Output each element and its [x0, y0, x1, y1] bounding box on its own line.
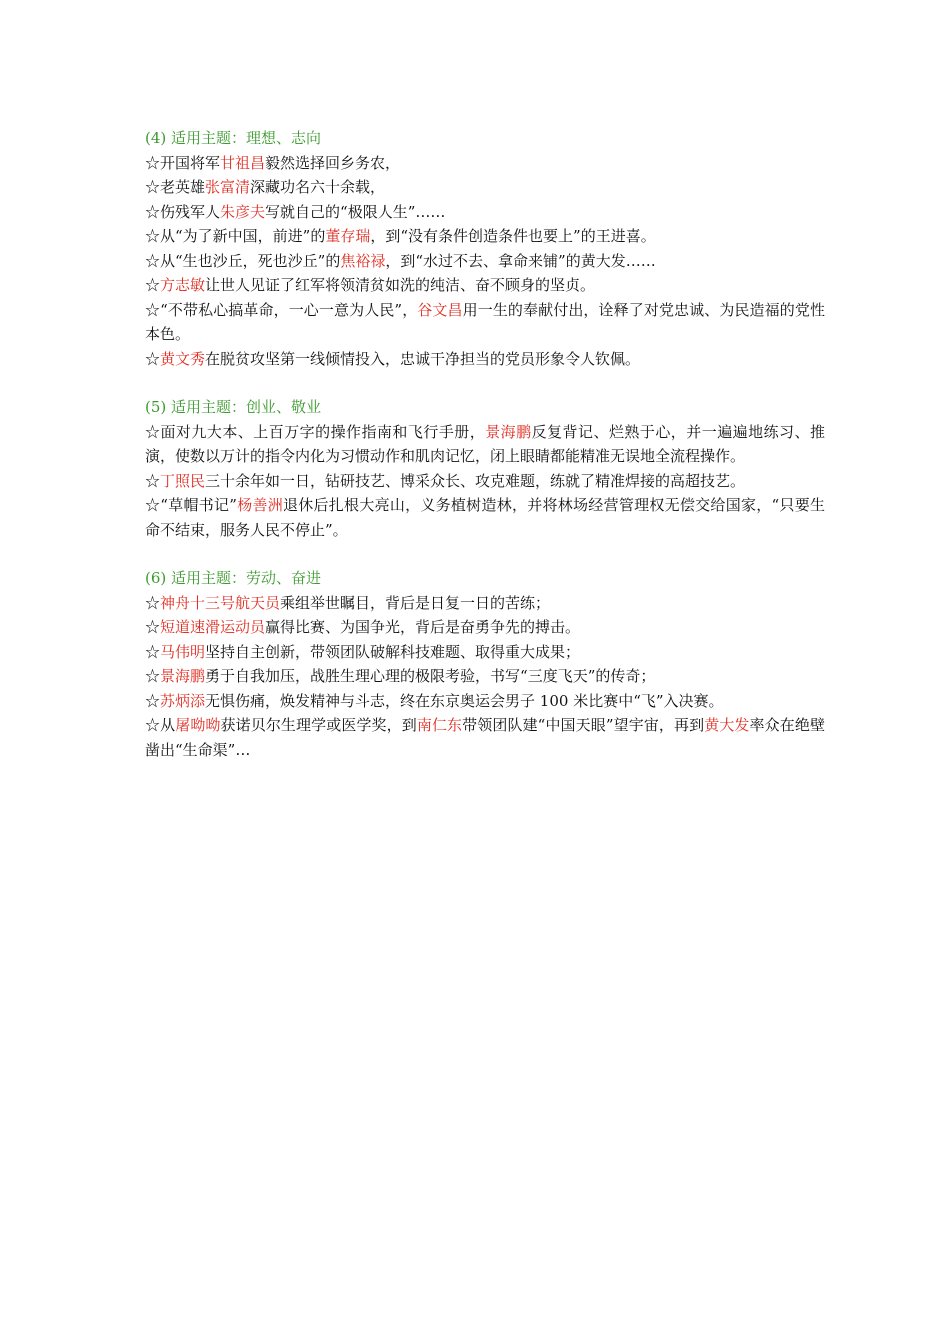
star-bullet-icon: ☆ [145, 227, 161, 245]
star-bullet-icon: ☆ [145, 349, 161, 368]
highlighted-name: 神舟十三号航天员 [160, 593, 281, 612]
example-paragraph [145, 224, 825, 249]
highlighted-name: 甘祖昌 [220, 153, 266, 172]
paragraph-text: 面对九大本、上百万字的操作指南和飞行手册， [160, 422, 486, 441]
star-bullet-icon: ☆ [145, 300, 161, 319]
paragraph-text: 勇于自我加压，战胜生理心理的极限考验，书写“三度飞天”的传奇； [205, 667, 656, 685]
star-bullet-icon: ☆ [145, 618, 161, 636]
paragraph-text: 三十余年如一日，钻研技艺、博采众长、攻克难题，练就了精准焊接的高超技艺。 [205, 471, 746, 490]
example-paragraph [145, 175, 825, 200]
paragraph-text: 乘组举世瞩目，背后是日复一日的苦练； [280, 593, 551, 612]
paragraph-text: “草帽书记” [160, 496, 237, 514]
section-heading: (5) 适用主题：创业、敬业 [145, 398, 322, 416]
highlighted-name: 南仁东 [416, 716, 463, 734]
paragraph-text: ，到“没有条件创造条件也要上”的王进喜。 [370, 227, 656, 245]
highlighted-name: 杨善洲 [236, 496, 283, 514]
theme-section [145, 566, 825, 762]
highlighted-name: 董存瑞 [325, 227, 371, 245]
highlighted-name: 焦裕禄 [340, 251, 386, 270]
paragraph-text: “不带私心搞革命，一心一意为人民”， [160, 300, 418, 319]
star-bullet-icon: ☆ [145, 178, 161, 196]
highlighted-name: 黄大发 [704, 716, 750, 734]
example-paragraph [145, 689, 825, 714]
example-paragraph [145, 615, 825, 640]
highlighted-name: 张富清 [205, 178, 251, 196]
paragraph-text: 开国将军 [160, 153, 221, 172]
star-bullet-icon: ☆ [145, 691, 161, 710]
star-bullet-icon: ☆ [145, 422, 161, 441]
paragraph-text: 在脱贫攻坚第一线倾情投入，忠诚干净担当的党员形象令人钦佩。 [205, 349, 641, 368]
highlighted-name: 丁照民 [160, 471, 206, 490]
example-paragraph [145, 151, 825, 176]
paragraph-text: 率众在绝壁凿出“生命渠”… [145, 716, 825, 759]
highlighted-name: 苏炳添 [160, 691, 206, 710]
star-bullet-icon: ☆ [145, 471, 161, 490]
example-paragraph [145, 713, 825, 762]
highlighted-name: 景海鹏 [485, 422, 532, 441]
example-paragraph [145, 273, 825, 298]
example-paragraph [145, 493, 825, 542]
paragraph-text: 反复背记、烂熟于心，并一遍遍地练习、推演，使数以万计的指令内化为习惯动作和肌肉记忆，闭上眼睛都能精准无误地全流程操作。 [145, 422, 825, 465]
star-bullet-icon: ☆ [145, 276, 161, 294]
star-bullet-icon: ☆ [145, 251, 161, 270]
star-bullet-icon: ☆ [145, 667, 161, 685]
paragraph-text: 坚持自主创新，带领团队破解科技难题、取得重大成果； [205, 642, 581, 661]
paragraph-text: 无惧伤痛，焕发精神与斗志，终在东京奥运会男子 100 米比赛中“飞”入决赛。 [205, 691, 724, 710]
paragraph-text: 从“为了新中国，前进”的 [160, 227, 326, 245]
example-paragraph [145, 420, 825, 469]
example-paragraph [145, 347, 825, 372]
paragraph-text: 伤残军人 [160, 202, 221, 221]
example-paragraph [145, 200, 825, 225]
paragraph-text: 用一生的奉献付出，诠释了对党忠诚、为民造福的党性本色。 [145, 300, 825, 343]
paragraph-text: 老英雄 [160, 178, 206, 196]
highlighted-name: 方志敏 [160, 276, 206, 294]
paragraph-text: 获诺贝尔生理学或医学奖，到 [220, 716, 417, 734]
highlighted-name: 短道速滑运动员 [160, 618, 266, 636]
highlighted-name: 朱彦夫 [220, 202, 266, 221]
paragraph-text: 退休后扎根大亮山，义务植树造林，并将林场经营管理权无偿交给国家，“只要生命不结束，服务人民不停止”。 [145, 496, 825, 539]
theme-section [145, 395, 825, 542]
paragraph-text: 从“生也沙丘，死也沙丘”的 [160, 251, 341, 270]
paragraph-text: 赢得比赛、为国争光，背后是奋勇争先的搏击。 [265, 618, 581, 636]
paragraph-text: 从 [160, 716, 176, 734]
star-bullet-icon: ☆ [145, 153, 161, 172]
star-bullet-icon: ☆ [145, 202, 161, 221]
paragraph-text: 深藏功名六十余载， [250, 178, 386, 196]
example-paragraph [145, 591, 825, 616]
document-body [145, 126, 825, 786]
example-paragraph [145, 298, 825, 347]
highlighted-name: 谷文昌 [417, 300, 463, 319]
highlighted-name: 景海鹏 [160, 667, 206, 685]
star-bullet-icon: ☆ [145, 716, 161, 734]
example-paragraph [145, 469, 825, 494]
paragraph-text: ，到“水过不去、拿命来铺”的黄大发…… [385, 251, 656, 270]
section-heading: (6) 适用主题：劳动、奋进 [145, 569, 322, 587]
theme-section [145, 126, 825, 371]
paragraph-text: 毅然选择回乡务农， [265, 153, 401, 172]
paragraph-text: 让世人见证了红军将领清贫如洗的纯洁、奋不顾身的坚贞。 [205, 276, 596, 294]
example-paragraph [145, 249, 825, 274]
star-bullet-icon: ☆ [145, 642, 161, 661]
highlighted-name: 马伟明 [160, 642, 206, 661]
section-heading: (4) 适用主题：理想、志向 [145, 129, 322, 147]
paragraph-text: 写就自己的“极限人生”…… [265, 202, 446, 221]
star-bullet-icon: ☆ [145, 593, 161, 612]
example-paragraph [145, 664, 825, 689]
paragraph-text: 带领团队建“中国天眼”望宇宙，再到 [462, 716, 705, 734]
highlighted-name: 黄文秀 [160, 349, 206, 368]
star-bullet-icon: ☆ [145, 496, 161, 514]
highlighted-name: 屠呦呦 [175, 716, 221, 734]
example-paragraph [145, 640, 825, 665]
